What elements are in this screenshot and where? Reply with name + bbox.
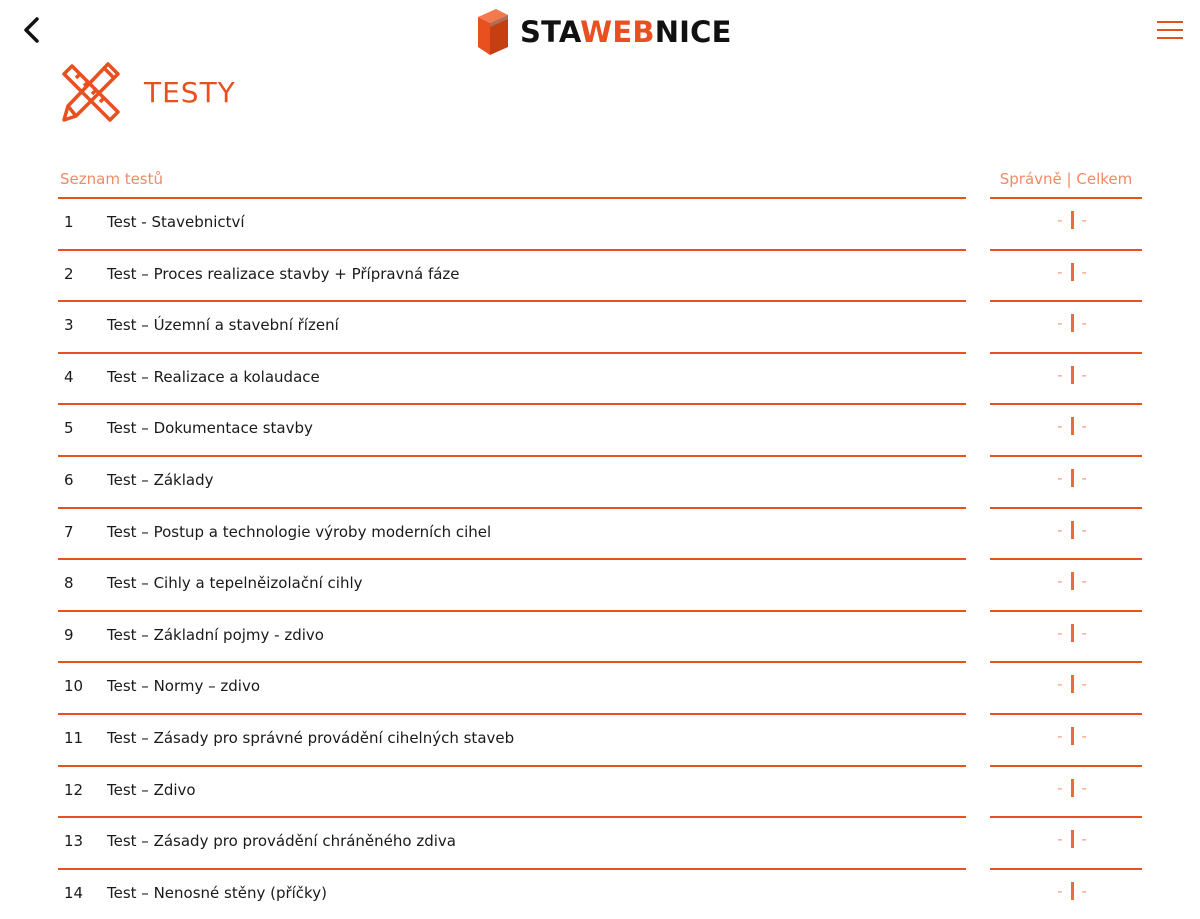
- row-divider-left: [58, 249, 966, 251]
- logo-part-3: NICE: [654, 14, 732, 49]
- score-separator: [1071, 882, 1074, 900]
- score-separator: [1071, 830, 1074, 848]
- table-row[interactable]: [0, 455, 1200, 507]
- table-row[interactable]: [0, 507, 1200, 559]
- table-row[interactable]: [0, 661, 1200, 713]
- row-divider-right: [990, 352, 1142, 354]
- table-row[interactable]: [0, 197, 1200, 249]
- row-divider-right: [990, 300, 1142, 302]
- score-separator: [1071, 572, 1074, 590]
- score-correct: -: [1057, 572, 1063, 591]
- test-score: [990, 417, 1154, 435]
- test-score: [990, 211, 1154, 229]
- table-row[interactable]: [0, 249, 1200, 301]
- test-score: [990, 263, 1154, 281]
- score-correct: -: [1057, 726, 1063, 745]
- row-divider-left: [58, 300, 966, 302]
- row-divider-right: [990, 816, 1142, 818]
- test-number: 12: [64, 780, 84, 799]
- test-number: 6: [64, 470, 74, 489]
- score-total: -: [1081, 211, 1087, 229]
- page-title: TESTY: [144, 75, 236, 109]
- test-number: 1: [64, 213, 74, 231]
- test-number: 3: [64, 316, 74, 335]
- test-name[interactable]: Test – Cihly a tepelněizolační cihly: [107, 574, 363, 593]
- test-score: [990, 572, 1154, 590]
- row-divider-right: [990, 765, 1142, 767]
- test-name[interactable]: Test – Dokumentace stavby: [107, 419, 313, 438]
- test-score: [990, 469, 1154, 487]
- test-name[interactable]: Test – Normy – zdivo: [107, 677, 261, 696]
- row-divider-right: [990, 197, 1142, 199]
- score-separator: [1071, 211, 1074, 229]
- table-row[interactable]: [0, 352, 1200, 404]
- score-correct: -: [1057, 314, 1063, 333]
- score-correct: -: [1057, 778, 1063, 797]
- test-score: [990, 727, 1154, 745]
- row-divider-right: [990, 661, 1142, 663]
- test-number: 14: [64, 883, 84, 902]
- row-divider-right: [990, 507, 1142, 509]
- score-total: -: [1081, 830, 1087, 849]
- test-score: [990, 830, 1154, 848]
- test-number: 5: [64, 419, 74, 438]
- test-number: 8: [64, 574, 74, 593]
- table-row[interactable]: [0, 558, 1200, 610]
- score-total: -: [1081, 314, 1087, 333]
- test-name[interactable]: Test – Základní pojmy - zdivo: [107, 625, 324, 644]
- logo-part-1: STA: [520, 14, 581, 49]
- score-total: -: [1081, 365, 1087, 384]
- row-divider-left: [58, 868, 966, 870]
- test-number: 13: [64, 832, 84, 851]
- table-row[interactable]: [0, 300, 1200, 352]
- row-divider-right: [990, 610, 1142, 612]
- score-total: -: [1081, 417, 1087, 436]
- row-divider-right: [990, 455, 1142, 457]
- score-total: -: [1081, 778, 1087, 797]
- table-header: [0, 170, 1200, 198]
- app-header: [0, 0, 1200, 62]
- row-divider-left: [58, 765, 966, 767]
- score-separator: [1071, 263, 1074, 281]
- crossed-rulers-icon: [58, 60, 124, 124]
- score-correct: -: [1057, 830, 1063, 849]
- test-list: [0, 197, 1200, 919]
- score-correct: -: [1057, 365, 1063, 384]
- score-separator: [1071, 727, 1074, 745]
- score-correct: -: [1057, 262, 1063, 281]
- test-score: [990, 521, 1154, 539]
- test-score: [990, 779, 1154, 797]
- back-button[interactable]: [14, 12, 50, 48]
- column-header-score: Správně | Celkem: [999, 170, 1133, 188]
- test-number: 4: [64, 367, 74, 386]
- row-divider-left: [58, 661, 966, 663]
- score-total: -: [1081, 572, 1087, 591]
- hamburger-icon: [1156, 18, 1184, 42]
- score-total: -: [1081, 881, 1087, 900]
- row-divider-left: [58, 507, 966, 509]
- score-separator: [1071, 417, 1074, 435]
- test-number: 7: [64, 522, 74, 541]
- score-separator: [1071, 675, 1074, 693]
- chevron-left-icon: [20, 16, 44, 44]
- table-row[interactable]: [0, 403, 1200, 455]
- row-divider-right: [990, 868, 1142, 870]
- row-divider-left: [58, 713, 966, 715]
- column-header-tests: Seznam testů: [60, 170, 164, 188]
- logo-wordmark: [520, 14, 732, 49]
- score-total: -: [1081, 675, 1087, 694]
- score-correct: -: [1057, 520, 1063, 539]
- test-name[interactable]: Test – Zdivo: [107, 780, 196, 799]
- test-score: [990, 675, 1154, 693]
- test-name[interactable]: Test – Základy: [107, 470, 214, 489]
- test-number: 11: [64, 728, 84, 747]
- score-correct: -: [1057, 468, 1063, 487]
- row-divider-right: [990, 249, 1142, 251]
- test-name[interactable]: Test – Realizace a kolaudace: [107, 367, 320, 386]
- score-separator: [1071, 314, 1074, 332]
- row-divider-left: [58, 455, 966, 457]
- table-row[interactable]: [0, 765, 1200, 817]
- score-separator: [1071, 366, 1074, 384]
- test-score: [990, 314, 1154, 332]
- test-name[interactable]: Test – Postup a technologie výroby moderních cihel: [107, 522, 492, 541]
- app-logo[interactable]: [474, 6, 732, 58]
- score-total: -: [1081, 623, 1087, 642]
- row-divider-left: [58, 816, 966, 818]
- row-divider-right: [990, 713, 1142, 715]
- row-divider-left: [58, 558, 966, 560]
- test-number: 2: [64, 264, 74, 283]
- score-correct: -: [1057, 211, 1063, 229]
- table-row[interactable]: [0, 868, 1200, 919]
- row-divider-left: [58, 403, 966, 405]
- test-name[interactable]: Test – Nenosné stěny (příčky): [107, 883, 327, 902]
- score-separator: [1071, 624, 1074, 642]
- score-separator: [1071, 469, 1074, 487]
- test-number: 9: [64, 625, 74, 644]
- row-divider-left: [58, 352, 966, 354]
- score-correct: -: [1057, 675, 1063, 694]
- menu-button[interactable]: [1150, 12, 1190, 48]
- test-score: [990, 882, 1154, 900]
- test-name[interactable]: Test - Stavebnictví: [107, 213, 245, 231]
- score-total: -: [1081, 520, 1087, 539]
- logo-part-2: WEB: [580, 14, 655, 49]
- score-correct: -: [1057, 417, 1063, 436]
- table-row[interactable]: [0, 713, 1200, 765]
- row-divider-left: [58, 610, 966, 612]
- score-total: -: [1081, 468, 1087, 487]
- score-total: -: [1081, 726, 1087, 745]
- test-number: 10: [64, 677, 84, 696]
- score-correct: -: [1057, 881, 1063, 900]
- score-total: -: [1081, 262, 1087, 281]
- page-title-row: [58, 60, 236, 124]
- test-name[interactable]: Test – Zásady pro provádění chráněného zdiva: [107, 832, 456, 851]
- table-row[interactable]: [0, 816, 1200, 868]
- row-divider-right: [990, 558, 1142, 560]
- row-divider-left: [58, 197, 966, 199]
- score-separator: [1071, 779, 1074, 797]
- score-correct: -: [1057, 623, 1063, 642]
- test-score: [990, 624, 1154, 642]
- row-divider-right: [990, 403, 1142, 405]
- brick-icon: [474, 7, 512, 57]
- test-score: [990, 366, 1154, 384]
- table-row[interactable]: [0, 610, 1200, 662]
- score-separator: [1071, 521, 1074, 539]
- test-name[interactable]: Test – Proces realizace stavby + Přípravná fáze: [107, 264, 460, 283]
- test-name[interactable]: Test – Zásady pro správné provádění cihelných staveb: [107, 728, 515, 747]
- test-name[interactable]: Test – Územní a stavební řízení: [107, 316, 339, 335]
